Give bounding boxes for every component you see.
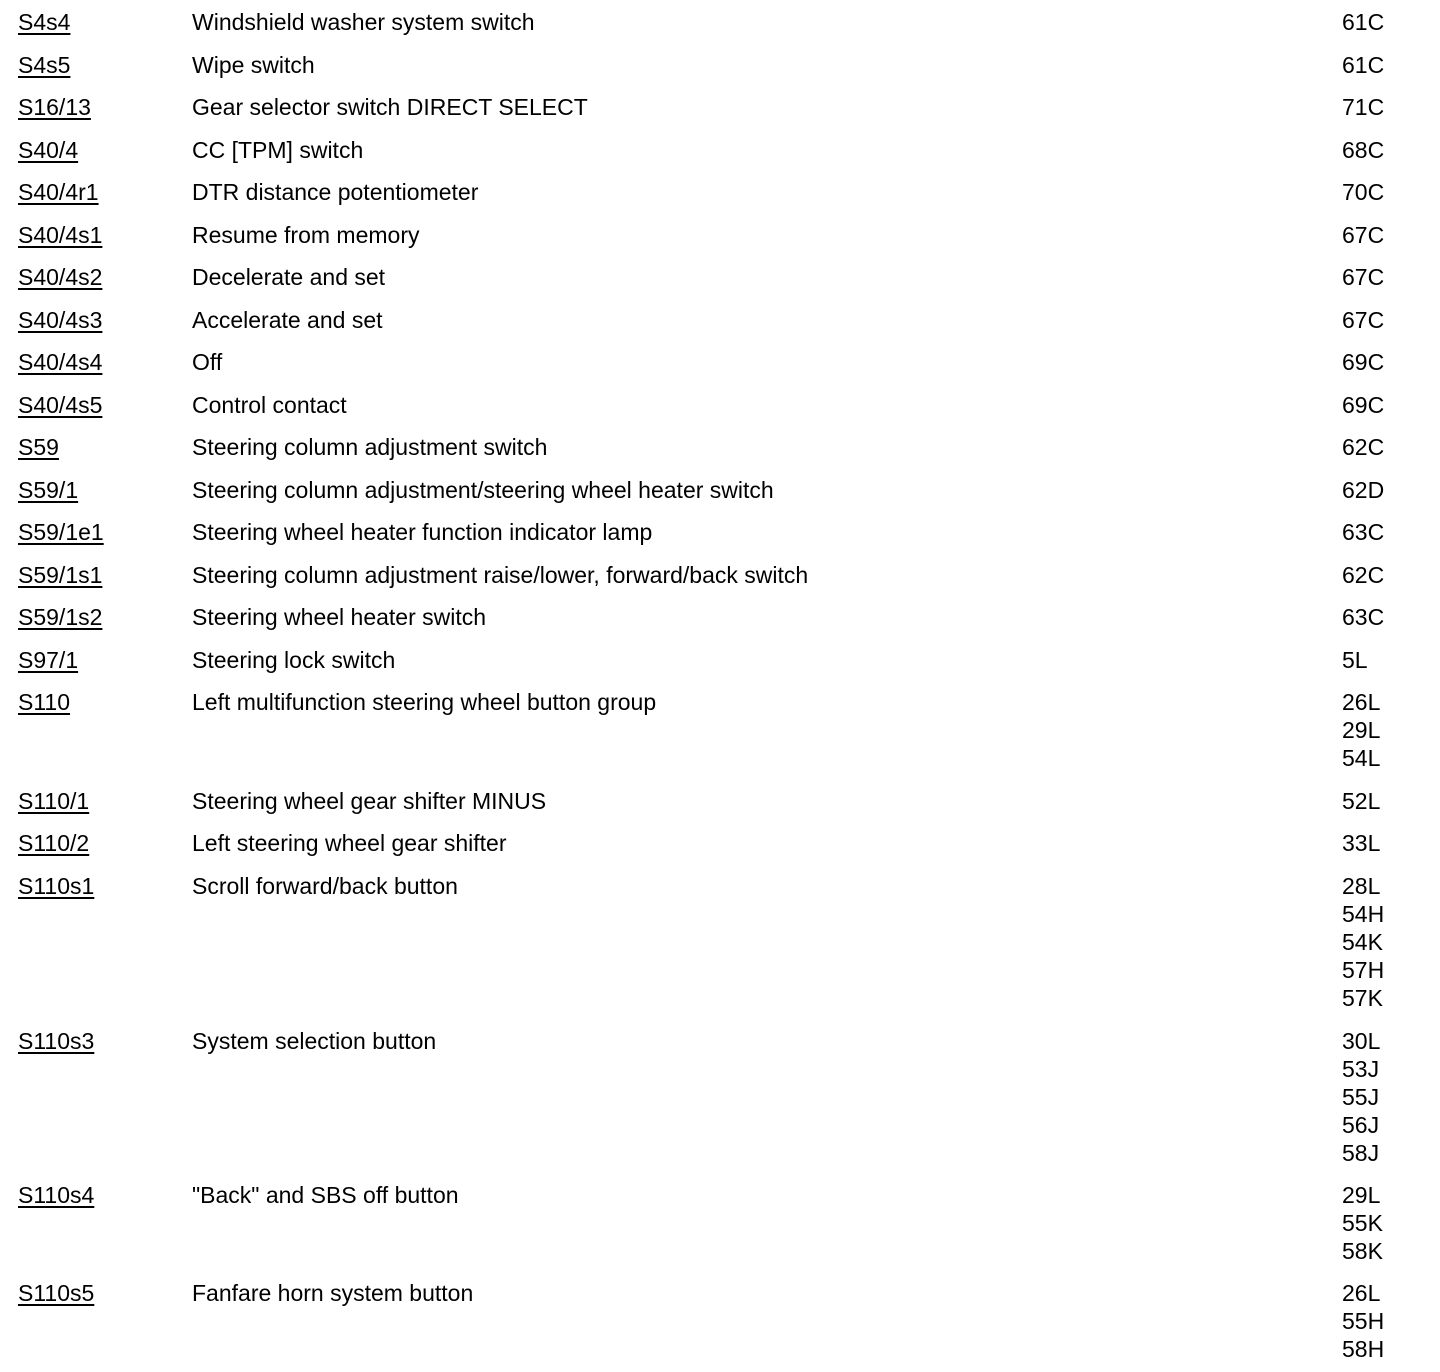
grid-reference: 69C bbox=[1342, 349, 1385, 375]
grid-reference-list bbox=[1342, 93, 1384, 121]
component-description: Steering lock switch bbox=[192, 647, 396, 673]
grid-reference: 67C bbox=[1342, 222, 1385, 248]
component-code-link[interactable]: S4s4 bbox=[18, 9, 71, 35]
component-code-link[interactable]: S59/1s2 bbox=[18, 604, 103, 630]
grid-reference: 61C bbox=[1342, 52, 1385, 78]
grid-reference: 33L bbox=[1342, 830, 1381, 856]
grid-reference: 54H bbox=[1342, 901, 1385, 927]
component-description: Steering wheel heater switch bbox=[192, 604, 487, 630]
grid-reference-list bbox=[1342, 263, 1384, 291]
component-description: Fanfare horn system button bbox=[192, 1280, 474, 1306]
component-code-link[interactable]: S16/13 bbox=[18, 94, 91, 120]
grid-reference: 69C bbox=[1342, 392, 1385, 418]
grid-reference: 29L bbox=[1342, 717, 1381, 743]
grid-reference: 55J bbox=[1342, 1084, 1380, 1110]
component-description: Left multifunction steering wheel button group bbox=[192, 689, 657, 715]
grid-reference: 55H bbox=[1342, 1308, 1385, 1334]
component-code-link[interactable]: S59/1s1 bbox=[18, 562, 103, 588]
grid-reference: 29L bbox=[1342, 1182, 1381, 1208]
component-description: Decelerate and set bbox=[192, 264, 386, 290]
grid-reference-list bbox=[1342, 51, 1384, 79]
component-description: Wipe switch bbox=[192, 52, 315, 78]
component-description: DTR distance potentiometer bbox=[192, 179, 479, 205]
grid-reference: 55K bbox=[1342, 1210, 1383, 1236]
grid-reference-list bbox=[1342, 178, 1384, 206]
grid-reference: 62D bbox=[1342, 477, 1385, 503]
grid-reference-list bbox=[1342, 1181, 1383, 1265]
grid-reference-list bbox=[1342, 433, 1384, 461]
grid-reference-list bbox=[1342, 829, 1380, 857]
grid-reference: 63C bbox=[1342, 519, 1385, 545]
grid-reference: 63C bbox=[1342, 604, 1385, 630]
component-code-link[interactable]: S40/4r1 bbox=[18, 179, 99, 205]
grid-reference: 58J bbox=[1342, 1140, 1380, 1166]
grid-reference: 54L bbox=[1342, 745, 1381, 771]
grid-reference: 57H bbox=[1342, 957, 1385, 983]
grid-reference: 54K bbox=[1342, 929, 1383, 955]
grid-reference: 28L bbox=[1342, 873, 1381, 899]
grid-reference-list bbox=[1342, 688, 1380, 772]
component-code-link[interactable]: S110 bbox=[18, 689, 71, 715]
grid-reference: 52L bbox=[1342, 788, 1381, 814]
grid-reference-list bbox=[1342, 8, 1384, 36]
component-description: Steering column adjustment/steering wheel heater switch bbox=[192, 477, 774, 503]
component-code-link[interactable]: S97/1 bbox=[18, 647, 79, 673]
component-code-link[interactable]: S40/4s1 bbox=[18, 222, 103, 248]
component-code-link[interactable]: S59/1e1 bbox=[18, 519, 104, 545]
grid-reference: 67C bbox=[1342, 307, 1385, 333]
component-code-link[interactable]: S40/4s3 bbox=[18, 307, 103, 333]
component-code-link[interactable]: S110/1 bbox=[18, 788, 90, 814]
grid-reference: 58H bbox=[1342, 1336, 1385, 1362]
grid-reference-list bbox=[1342, 872, 1384, 1012]
grid-reference: 68C bbox=[1342, 137, 1385, 163]
component-code-link[interactable]: S40/4s5 bbox=[18, 392, 103, 418]
grid-reference: 62C bbox=[1342, 434, 1385, 460]
component-code-link[interactable]: S40/4s2 bbox=[18, 264, 103, 290]
component-description: Accelerate and set bbox=[192, 307, 383, 333]
grid-reference: 26L bbox=[1342, 689, 1381, 715]
component-description: Off bbox=[192, 349, 223, 375]
component-code-link[interactable]: S59 bbox=[18, 434, 59, 460]
component-code-link[interactable]: S110s1 bbox=[18, 873, 95, 899]
component-code-link[interactable]: S110s5 bbox=[18, 1280, 95, 1306]
component-description: Left steering wheel gear shifter bbox=[192, 830, 507, 856]
component-code-link[interactable]: S110s3 bbox=[18, 1028, 95, 1054]
component-description: Steering column adjustment switch bbox=[192, 434, 548, 460]
grid-reference: 71C bbox=[1342, 94, 1385, 120]
grid-reference-list bbox=[1342, 787, 1380, 815]
component-code-link[interactable]: S4s5 bbox=[18, 52, 71, 78]
component-description: Windshield washer system switch bbox=[192, 9, 535, 35]
grid-reference-list bbox=[1342, 136, 1384, 164]
grid-reference: 70C bbox=[1342, 179, 1385, 205]
component-code-link[interactable]: S40/4 bbox=[18, 137, 79, 163]
grid-reference: 67C bbox=[1342, 264, 1385, 290]
grid-reference-list bbox=[1342, 306, 1384, 334]
grid-reference-list bbox=[1342, 646, 1368, 674]
component-description: Gear selector switch DIRECT SELECT bbox=[192, 94, 588, 120]
component-code-link[interactable]: S59/1 bbox=[18, 477, 79, 503]
component-description: Steering wheel heater function indicator lamp bbox=[192, 519, 653, 545]
component-code-link[interactable]: S40/4s4 bbox=[18, 349, 103, 375]
grid-reference: 57K bbox=[1342, 985, 1383, 1011]
grid-reference-list bbox=[1342, 1279, 1384, 1363]
component-description: "Back" and SBS off button bbox=[192, 1182, 459, 1208]
component-description: Steering column adjustment raise/lower, forward/back switch bbox=[192, 562, 809, 588]
grid-reference-list bbox=[1342, 348, 1384, 376]
component-description: Resume from memory bbox=[192, 222, 420, 248]
component-description: CC [TPM] switch bbox=[192, 137, 364, 163]
component-description: System selection button bbox=[192, 1028, 437, 1054]
grid-reference: 26L bbox=[1342, 1280, 1381, 1306]
component-code-link[interactable]: S110/2 bbox=[18, 830, 90, 856]
grid-reference: 61C bbox=[1342, 9, 1385, 35]
component-description: Scroll forward/back button bbox=[192, 873, 458, 899]
grid-reference: 53J bbox=[1342, 1056, 1380, 1082]
grid-reference-list bbox=[1342, 561, 1384, 589]
grid-reference-list bbox=[1342, 518, 1384, 546]
grid-reference: 62C bbox=[1342, 562, 1385, 588]
grid-reference-list bbox=[1342, 221, 1384, 249]
grid-reference: 58K bbox=[1342, 1238, 1383, 1264]
component-description: Control contact bbox=[192, 392, 347, 418]
component-code-link[interactable]: S110s4 bbox=[18, 1182, 95, 1208]
grid-reference-list bbox=[1342, 603, 1384, 631]
grid-reference-list bbox=[1342, 1027, 1380, 1167]
grid-reference: 5L bbox=[1342, 647, 1368, 673]
grid-reference-list bbox=[1342, 391, 1384, 419]
component-description: Steering wheel gear shifter MINUS bbox=[192, 788, 547, 814]
grid-reference: 56J bbox=[1342, 1112, 1380, 1138]
grid-reference-list bbox=[1342, 476, 1384, 504]
grid-reference: 30L bbox=[1342, 1028, 1381, 1054]
